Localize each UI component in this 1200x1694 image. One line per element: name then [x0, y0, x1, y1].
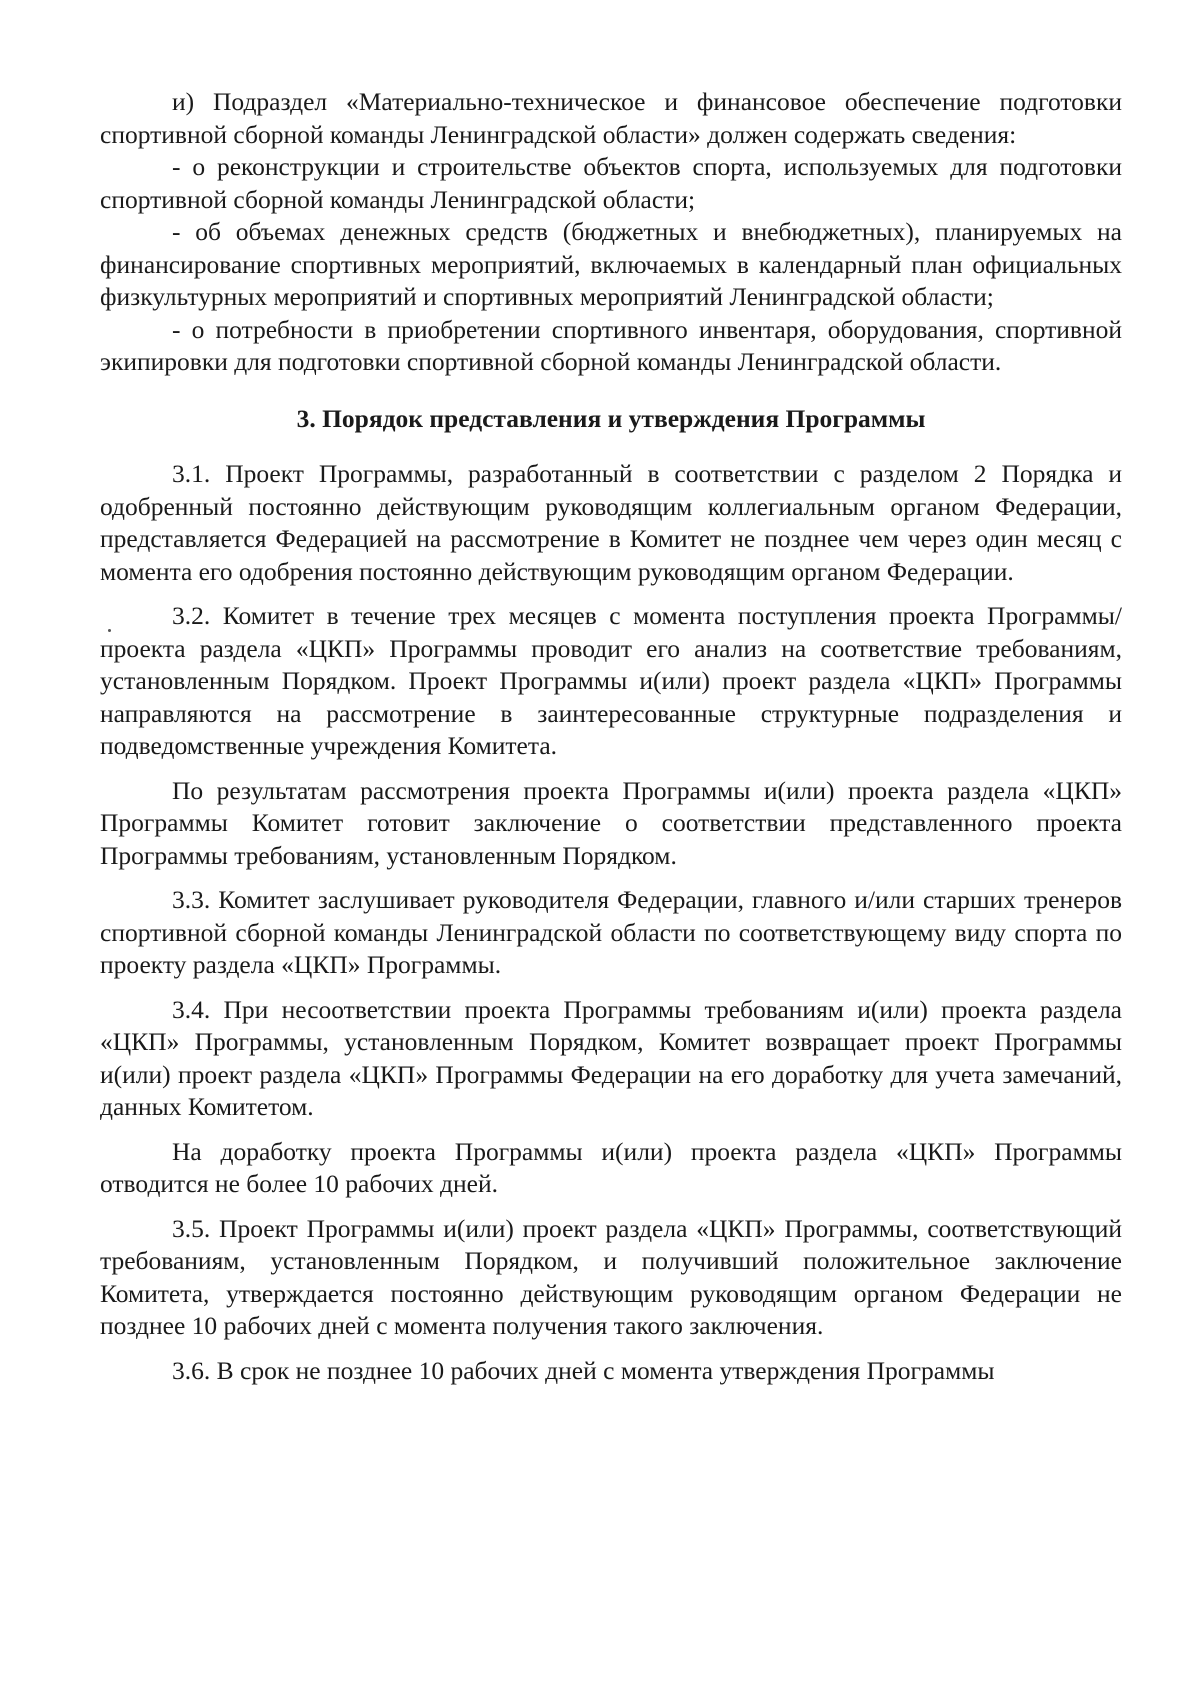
scan-speck	[108, 629, 111, 632]
paragraph-3-1: 3.1. Проект Программы, разработанный в соответствии с разделом 2 Порядка и одобренный постоянно действующим руководящим коллегиальным органом Федерации, представляется Федерацией на рассмотрение в Комитет не позднее чем через один месяц с момента его одобрения постоянно действующим руководящим органом Федерации.	[100, 459, 1122, 586]
paragraph-3-2-results: По результатам рассмотрения проекта Программы и(или) проекта раздела «ЦКП» Программы Комитет готовит заключение о соответствии представленного проекта Программы требованиям, установленным Порядком.	[100, 775, 1122, 870]
paragraph-3-3: 3.3. Комитет заслушивает руководителя Федерации, главного и/или старших тренеров спортивной сборной команды Ленинградской области по соответствующему виду спорта по проекту раздела «ЦКП» Программы.	[100, 885, 1122, 979]
list-item-equipment: - о потребности в приобретении спортивного инвентаря, оборудования, спортивной экипировки для подготовки спортивной сборной команды Ленинградской области.	[100, 314, 1122, 376]
paragraph-3-4-revision: На доработку проекта Программы и(или) проекта раздела «ЦКП» Программы отводится не более 10 рабочих дней.	[100, 1136, 1122, 1198]
section-heading: 3. Порядок представления и утверждения Программы	[296, 403, 926, 433]
list-item-funding: - об объемах денежных средств (бюджетных и внебюджетных), планируемых на финансирование спортивных мероприятий, включаемых в календарный план официальных физкультурных мероприятий и спортивных мероприятий Ленинградской области;	[100, 217, 1122, 311]
paragraph-3-4: 3.4. При несоответствии проекта Программы требованиям и(или) проекта раздела «ЦКП» Программы, установленным Порядком, Комитет возвращает проект Программы и(или) проект раздела «ЦКП» Программы Федерации на его доработку для учета замечаний, данных Комитетом.	[100, 994, 1122, 1121]
document-page	[100, 86, 1122, 1387]
list-item-reconstruction: - о реконструкции и строительстве объектов спорта, используемых для подготовки спортивной сборной команды Ленинградской области;	[100, 152, 1122, 214]
paragraph-3-5: 3.5. Проект Программы и(или) проект раздела «ЦКП» Программы, соответствующий требованиям, установленным Порядком, и получивший положительное заключение Комитета, утверждается постоянно действующим руководящим органом Федерации не позднее 10 рабочих дней с момента получения такого заключения.	[100, 1213, 1122, 1340]
paragraph-subsection-i: и) Подраздел «Материально-техническое и финансовое обеспечение подготовки спортивной сборной команды Ленинградской области» должен содержать сведения:	[100, 87, 1122, 149]
paragraph-3-6: 3.6. В срок не позднее 10 рабочих дней с момента утверждения Программы	[172, 1355, 995, 1385]
paragraph-3-2: 3.2. Комитет в течение трех месяцев с момента поступления проекта Программы/проекта раздела «ЦКП» Программы проводит его анализ на соответствие требованиям, установленным Порядком. Проект Программы и(или) проект раздела «ЦКП» Программы направляются на рассмотрение в заинтересованные структурные подразделения и подведомственные учреждения Комитета.	[100, 601, 1122, 760]
